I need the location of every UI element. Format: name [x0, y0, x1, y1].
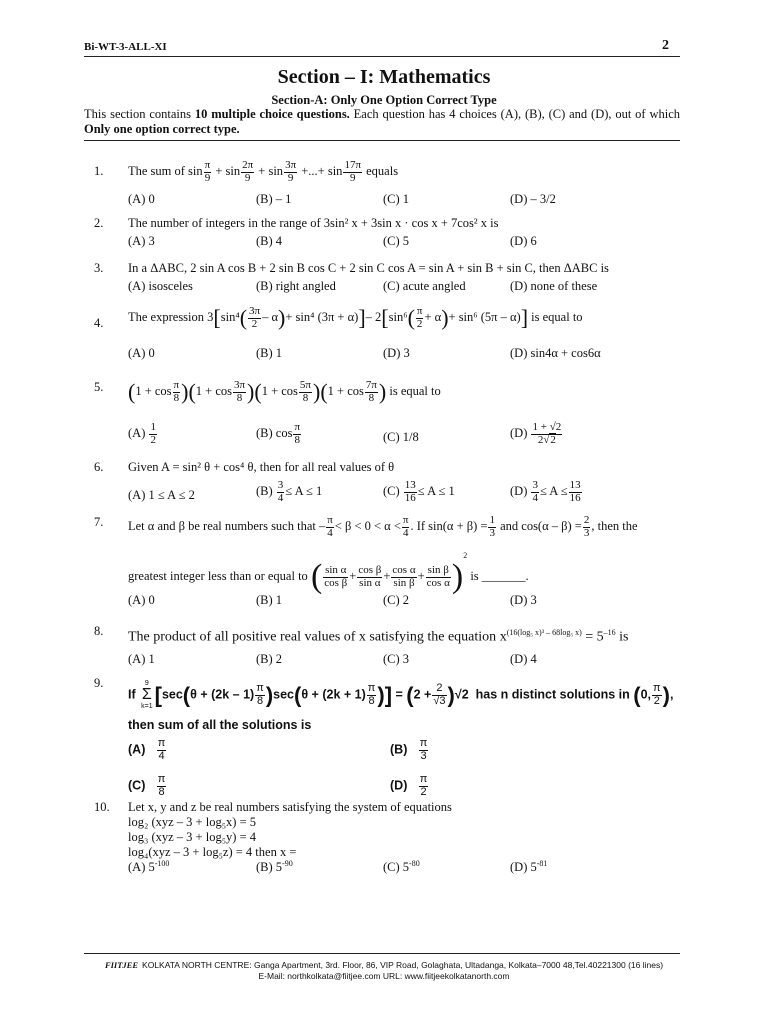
- intro-rule: [84, 140, 680, 141]
- option-b[interactable]: (B) $5^{-90}$: [256, 859, 293, 875]
- question-number: 2.: [94, 216, 104, 230]
- question-stem: (1 + cos $\frac{\pi}{8}$ )(1 + cos $\frac{3\pi}{8}$ )(1 + cos $\frac{5\pi}{8}$ )(1 + cos $\frac{7\pi}{8}$ ) is equal to: [128, 379, 441, 405]
- question-stem-line-1: Let x, y and z be real numbers satisfying the system of equations: [128, 800, 452, 814]
- question-number: 10.: [94, 800, 110, 814]
- option-a[interactable]: (A) 1 ≤ A ≤ 2: [128, 488, 195, 502]
- option-c[interactable]: (C) 1/8: [383, 430, 419, 444]
- footer-contact: E-Mail: northkolkata@fiitjee.com URL: www.fiitjeekolkatanorth.com: [258, 971, 510, 981]
- option-d[interactable]: (D) $\frac{3}{4}$ ≤ A ≤ $\frac{13}{16}$: [510, 479, 581, 504]
- option-c[interactable]: (C) 1: [383, 192, 410, 206]
- option-c[interactable]: (C) $\frac{13}{16}$ ≤ A ≤ 1: [383, 479, 455, 504]
- option-c[interactable]: (C) acute angled: [383, 279, 466, 293]
- option-d[interactable]: (D) sin4α + cos6α: [510, 346, 601, 360]
- option-b[interactable]: (B) – 1: [256, 192, 292, 206]
- equation-3: log₄(xyz – 3 + log₅z) = 4 then x =: [128, 845, 297, 859]
- question-stem: The sum of sin $\frac{\pi}{9}$ + sin $\frac{2\pi}{9}$ + sin $\frac{3\pi}{9}$ +...+ sin $\frac{17\pi}{9}$ equals: [128, 159, 399, 184]
- option-a[interactable]: (A) 0: [128, 593, 155, 607]
- option-d[interactable]: (D) $\frac{\pi}{2}$: [390, 773, 428, 798]
- option-b[interactable]: (B) $\frac{3}{4}$ ≤ A ≤ 1: [256, 479, 323, 504]
- question-number: 7.: [94, 515, 104, 529]
- question-number: 1.: [94, 164, 104, 178]
- option-c[interactable]: (C) $5^{-80}$: [383, 859, 420, 875]
- option-c[interactable]: (C) 2: [383, 593, 410, 607]
- option-c[interactable]: (C) $\frac{\pi}{8}$: [128, 773, 166, 798]
- question-stem: In a ΔABC, 2 sin A cos B + 2 sin B cos C + 2 sin C cos A = sin A + sin B + sin C, then ΔABC is: [128, 261, 609, 275]
- question-stem-line-2: greatest integer less than or equal to ( $\frac{\text{sin α}}{\text{cos β}}$ + $\frac{\text{cos β}}{\text{sin α}}$ + $\frac{\text{cos α}}{\text{sin β}}$ + $\frac{\text{sin β}}{\text{cos α}}$ )$^2$ is _______.: [128, 551, 529, 596]
- option-d[interactable]: (D) $\frac{1 + √2}{2√2}$: [510, 421, 562, 446]
- option-d[interactable]: (D) – 3/2: [510, 192, 556, 206]
- option-a[interactable]: (A) 0: [128, 192, 155, 206]
- question-number: 3.: [94, 261, 104, 275]
- question-number: 8.: [94, 624, 104, 638]
- option-c[interactable]: (D) 3: [383, 346, 410, 360]
- question-number: 4.: [94, 316, 104, 330]
- question-stem-line-1: Let α and β be real numbers such that – $\frac{\pi}{4}$ < β < 0 < α < $\frac{\pi}{4}$ . If sin(α + β) = $\frac{1}{3}$ and cos(α – β) = $\frac{2}{3}$ , then the: [128, 514, 638, 539]
- option-a[interactable]: (A) 3: [128, 234, 155, 248]
- question-number: 5.: [94, 380, 104, 394]
- option-a[interactable]: (A) $5^{-100}$: [128, 859, 170, 875]
- paper-code: Bi-WT-3-ALL-XI: [84, 41, 167, 53]
- option-d[interactable]: (D) 4: [510, 652, 537, 666]
- page-number: 2: [662, 38, 669, 53]
- option-d[interactable]: (D) $5^{-81}$: [510, 859, 548, 875]
- option-d[interactable]: (D) 3: [510, 593, 537, 607]
- question-number: 9.: [94, 676, 104, 690]
- option-b[interactable]: (B) $\frac{\pi}{3}$: [390, 737, 428, 762]
- question-stem: The number of integers in the range of 3sin² x + 3sin x · cos x + 7cos² x is: [128, 216, 499, 230]
- question-stem-line-1: If 9 Σ k=1 [sec(θ + (2k – 1) $\frac{\pi}{8}$ )sec(θ + (2k + 1) $\frac{\pi}{8}$ )] = (2 + $\frac{2}{√3}$ )√2 has n distinct solutions in (0, $\frac{\pi}{2}$ ),: [128, 680, 674, 711]
- section-title: Section – I: Mathematics: [277, 66, 491, 88]
- question-stem: The product of all positive real values of x satisfying the equation $x^{(16(log_5 x)^3 - 68log_5 x)} = 5^{-16}$ is: [128, 628, 629, 645]
- option-b[interactable]: (B) 4: [256, 234, 283, 248]
- option-a[interactable]: (A) $\frac{1}{2}$: [128, 421, 156, 446]
- option-d[interactable]: (D) 6: [510, 234, 537, 248]
- section-subtitle: Section-A: Only One Option Correct Type: [271, 93, 497, 107]
- option-c[interactable]: (C) 3: [383, 652, 410, 666]
- option-b[interactable]: (B) right angled: [256, 279, 336, 293]
- option-b[interactable]: (B) 2: [256, 652, 283, 666]
- question-stem: Given A = sin² θ + cos⁴ θ, then for all real values of θ: [128, 460, 395, 474]
- question-number: 6.: [94, 460, 104, 474]
- header-rule: [84, 56, 680, 57]
- option-b[interactable]: (B) 1: [256, 593, 283, 607]
- option-a[interactable]: (A) 0: [128, 346, 155, 360]
- option-b[interactable]: (B) cos $\frac{\pi}{8}$: [256, 421, 301, 446]
- option-a[interactable]: (A) isosceles: [128, 279, 193, 293]
- footer-rule: [84, 953, 680, 954]
- equation-1: log₂ (xyz – 3 + log₅x) = 5: [128, 815, 257, 829]
- option-a[interactable]: (A) $\frac{\pi}{4}$: [128, 737, 166, 762]
- footer-address: FIITJEE KOLKATA NORTH CENTRE: Ganga Apartment, 3rd. Floor, 86, VIP Road, Golaghata, Ultadanga, Kolkata–7000 48,Tel.40221300 (16 lines): [104, 960, 664, 970]
- option-d[interactable]: (D) none of these: [510, 279, 598, 293]
- option-a[interactable]: (A) 1: [128, 652, 155, 666]
- section-instructions: This section contains 10 multiple choice questions. Each question has 4 choices (A), (B), (C) and (D), out of which Only one option correct type.: [84, 107, 680, 136]
- brand-logo: FIITJEE: [104, 960, 139, 970]
- option-b[interactable]: (B) 1: [256, 346, 283, 360]
- equation-2: log₃ (xyz – 3 + log₅y) = 4: [128, 830, 257, 844]
- question-stem: The expression 3[sin⁴( $\frac{3\pi}{2}$ – α)+ sin⁴ (3π + α)]– 2[sin⁶( $\frac{\pi}{2}$ + α)+ sin⁶ (5π – α)] is equal to: [128, 305, 583, 331]
- option-c[interactable]: (C) 5: [383, 234, 410, 248]
- question-stem-line-2: then sum of all the solutions is: [128, 718, 312, 732]
